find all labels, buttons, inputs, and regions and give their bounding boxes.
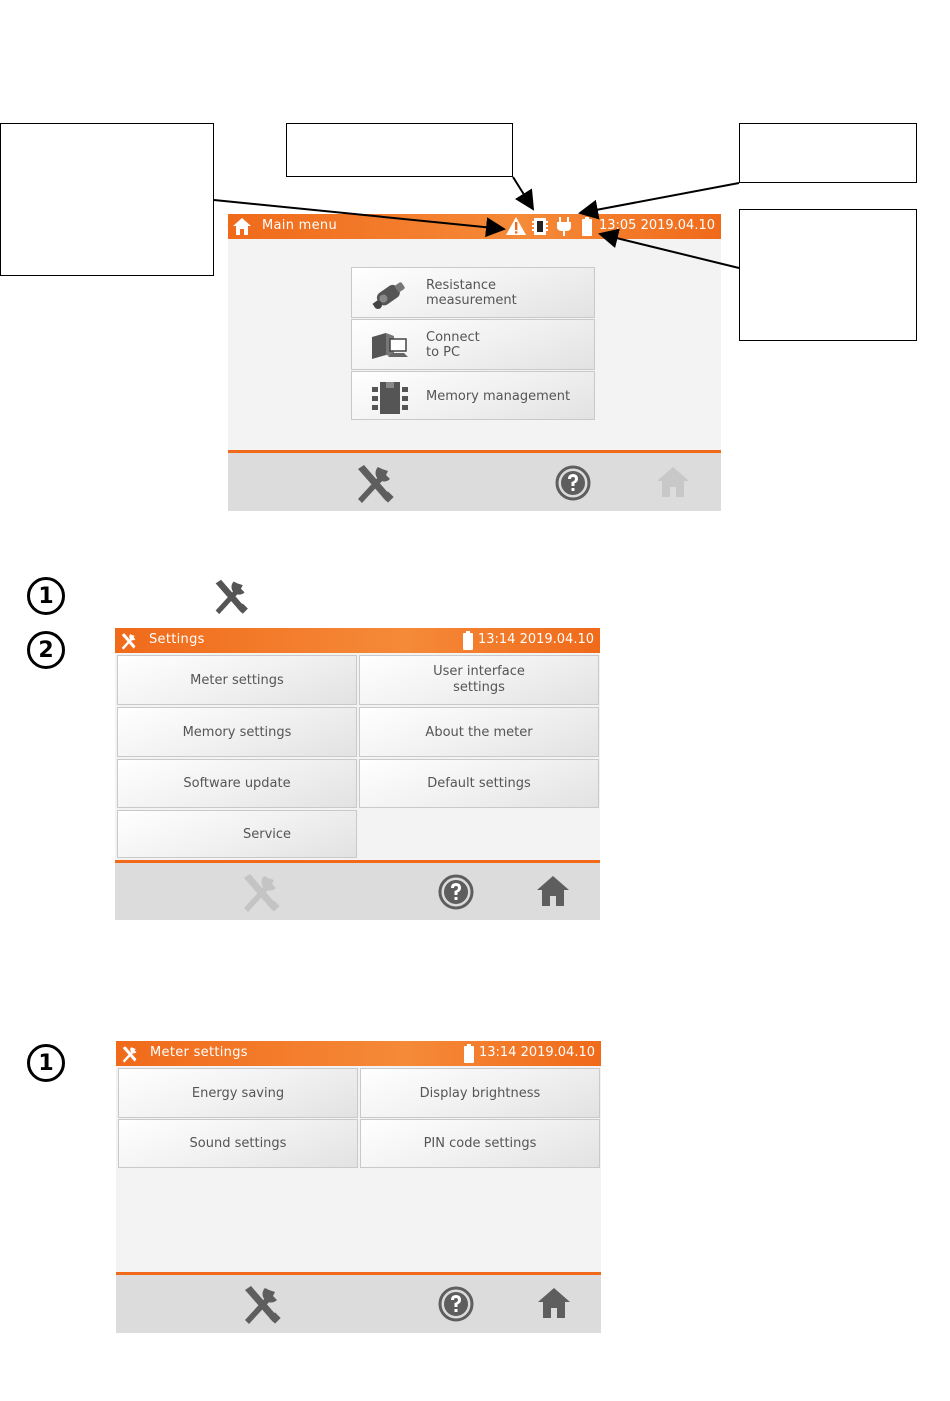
help-icon[interactable] xyxy=(438,874,474,910)
help-icon[interactable] xyxy=(438,1286,474,1322)
page-title: Main menu xyxy=(262,218,338,233)
page-title: Settings xyxy=(149,632,205,647)
settings-topbar xyxy=(115,628,600,653)
meter-settings-footer xyxy=(116,1272,601,1333)
step-number-1-meter-settings: 1 xyxy=(27,1044,65,1082)
arrow-to-plug xyxy=(580,183,739,213)
menu-item-label: Connect to PC xyxy=(426,329,480,360)
clock: 13:05 2019.04.10 xyxy=(598,218,715,233)
energy-saving-button[interactable]: Energy saving xyxy=(118,1068,358,1118)
step-number-1: 1 xyxy=(27,577,65,615)
service-button[interactable]: Service xyxy=(117,810,357,858)
clock: 13:14 2019.04.10 xyxy=(478,1045,595,1060)
meter-settings-topbar xyxy=(116,1041,601,1066)
menu-item-label: Memory management xyxy=(426,389,571,404)
page-title: Meter settings xyxy=(150,1045,248,1060)
software-update-button[interactable]: Software update xyxy=(117,759,357,808)
settings-tools-icon xyxy=(121,1045,139,1063)
memory-settings-button[interactable]: Memory settings xyxy=(117,707,357,757)
settings-tools-icon xyxy=(240,872,282,912)
menu-item-label: Resistance measurement xyxy=(426,277,517,308)
home-icon[interactable] xyxy=(535,874,571,908)
settings-tools-icon[interactable] xyxy=(241,1284,283,1324)
settings-tools-icon xyxy=(212,577,250,615)
settings-screen xyxy=(115,628,600,920)
arrow-to-warning xyxy=(214,200,504,229)
display-brightness-button[interactable]: Display brightness xyxy=(360,1068,600,1118)
settings-tools-icon xyxy=(120,632,138,650)
battery-icon xyxy=(464,1046,474,1063)
about-the-meter-button[interactable]: About the meter xyxy=(359,707,599,757)
sound-settings-button[interactable]: Sound settings xyxy=(118,1119,358,1168)
meter-settings-button[interactable]: Meter settings xyxy=(117,655,357,705)
pin-code-settings-button[interactable]: PIN code settings xyxy=(360,1119,600,1168)
settings-footer xyxy=(115,860,600,920)
clock: 13:14 2019.04.10 xyxy=(477,632,594,647)
callout-arrows xyxy=(0,0,950,520)
arrow-to-battery xyxy=(600,234,739,268)
step-number-2: 2 xyxy=(27,631,65,669)
arrow-to-memory-card xyxy=(513,177,533,209)
home-icon[interactable] xyxy=(536,1286,572,1320)
user-interface-settings-button[interactable]: User interface settings xyxy=(359,655,599,705)
battery-icon xyxy=(463,633,473,650)
default-settings-button[interactable]: Default settings xyxy=(359,759,599,808)
meter-settings-screen xyxy=(116,1041,601,1333)
